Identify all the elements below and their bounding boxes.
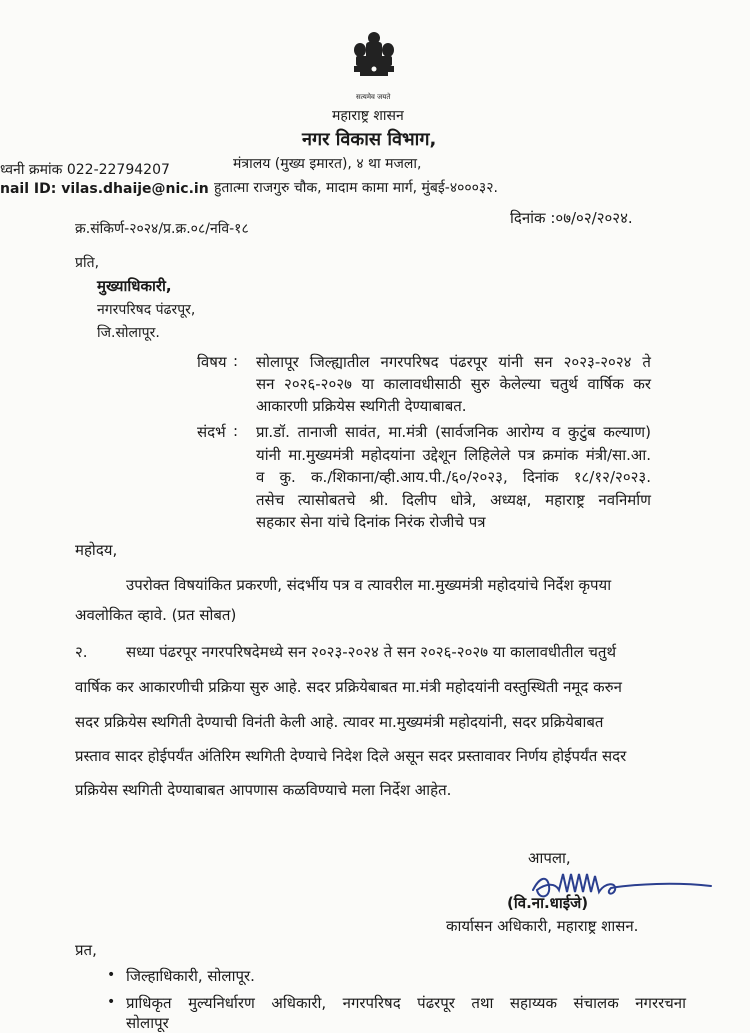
letter-reference-number: क्र.संकिर्ण-२०२४/प्र.क्र.०८/नवि-१८ <box>75 221 249 237</box>
government-name: महाराष्ट्र शासन <box>332 108 404 124</box>
paragraph-2-number: २. <box>75 643 88 661</box>
reference-colon: : <box>233 422 239 440</box>
recipient-line-1: नगरपरिषद पंढरपूर, <box>97 302 196 318</box>
bullet-dot-icon: • <box>107 994 116 1010</box>
paragraph-2-line-1: सध्या पंढरपूर नगरपरिषदेमध्ये सन २०२३-२०२४ ते सन २०२६-२०२७ या कालावधीतील चतुर्थ <box>126 643 617 661</box>
address-line-2: हुतात्मा राजगुरु चौक, मादाम कामा मार्ग, मुंबई-४०००३२. <box>214 180 498 196</box>
copy-to-item-2: प्राधिकृत मुल्यनिर्धारण अधिकारी, नगरपरिषद पंढरपूर तथा सहाय्यक संचालक नगररचना <box>126 994 686 1012</box>
signatory-name: (वि.ना.धाईजे) <box>507 894 589 912</box>
letter-date: दिनांक :०७/०२/२०२४. <box>510 209 633 227</box>
reference-line-5: सहकार सेना यांचे दिनांक निरंक रोजीचे पत्र <box>256 513 486 531</box>
subject-line-2: सन २०२६-२०२७ या कालावधीसाठी सुरु केलेल्या चतुर्थ वार्षिक कर <box>256 375 651 393</box>
reference-line-3: व कु. क./शिकाना/व्ही.आय.पी./६०/२०२३, दिनांक १८/१२/२०२३. <box>256 468 651 486</box>
email-address: nail ID: vilas.dhaije@nic.in <box>0 181 209 197</box>
copy-to-item-2-cont: सोलापूर <box>126 1014 169 1032</box>
bullet-dot-icon: • <box>107 967 116 983</box>
reference-line-4: तसेच त्यासोबतचे श्री. दिलीप धोत्रे, अध्यक्ष, महाराष्ट्र नवनिर्माण <box>256 491 651 509</box>
closing-aapla: आपला, <box>528 849 571 867</box>
paragraph-2-line-4: प्रस्ताव सादर होईपर्यंत अंतिरिम स्थगिती देण्याचे निदेश दिले असून सदर प्रस्तावावर निर्णय होईपर्यंत सदर <box>75 747 627 765</box>
paragraph-2-line-5: प्रक्रियेस स्थगिती देण्याबाबत आपणास कळविण्याचे मला निर्देश आहेत. <box>75 781 452 799</box>
salutation: महोदय, <box>75 541 118 559</box>
reference-line-2: यांनी मा.मुख्यमंत्री महोदयांना उद्देशून लिहिलेले पत्र क्रमांक मंत्री/सा.आ. <box>256 446 651 464</box>
recipient-prati: प्रति, <box>75 255 100 271</box>
copy-to-label: प्रत, <box>75 941 97 959</box>
paragraph-1-line-2: अवलोकित व्हावे. (प्रत सोबत) <box>75 606 237 624</box>
paragraph-2-line-2: वार्षिक कर आकारणीची प्रक्रिया सुरु आहे. सदर प्रक्रियेबाबत मा.मंत्री महोदयांनी वस्तुस्थिती नमूद करुन <box>75 678 622 696</box>
recipient-title: मुख्याधिकारी, <box>97 277 172 295</box>
paragraph-2-line-3: सदर प्रक्रियेस स्थगिती देण्याची विनंती केली आहे. त्यावर मा.मुख्यमंत्री महोदयांनी, सदर प्रक्रियेबाबत <box>75 713 604 731</box>
subject-label: विषय <box>197 353 227 371</box>
department-name: नगर विकास विभाग, <box>302 129 437 150</box>
reference-line-1: प्रा.डॉ. तानाजी सावंत, मा.मंत्री (सार्वजनिक आरोग्य व कुटुंब कल्याण) <box>256 423 651 441</box>
signatory-designation: कार्यासन अधिकारी, महाराष्ट्र शासन. <box>446 917 639 935</box>
reference-label: संदर्भ <box>197 423 226 441</box>
subject-line-3: आकारणी प्रक्रियेस स्थगिती देण्याबाबत. <box>256 397 467 415</box>
phone-number: ध्वनी क्रमांक 022-22794207 <box>0 162 170 178</box>
address-line-1: मंत्रालय (मुख्य इमारत), ४ था मजला, <box>233 156 422 172</box>
emblem-caption: सत्यमेव जयते <box>356 93 391 101</box>
subject-line-1: सोलापूर जिल्ह्यातील नगरपरिषद पंढरपूर यांनी सन २०२३-२०२४ ते <box>256 353 651 371</box>
copy-to-item-1: जिल्हाधिकारी, सोलापूर. <box>126 967 255 985</box>
paragraph-1-line-1: उपरोक्त विषयांकित प्रकरणी, संदर्भीय पत्र व त्यावरील मा.मुख्यमंत्री महोदयांचे निर्देश कृपया <box>126 576 612 594</box>
subject-colon: : <box>233 352 239 370</box>
recipient-line-2: जि.सोलापूर. <box>97 325 160 341</box>
